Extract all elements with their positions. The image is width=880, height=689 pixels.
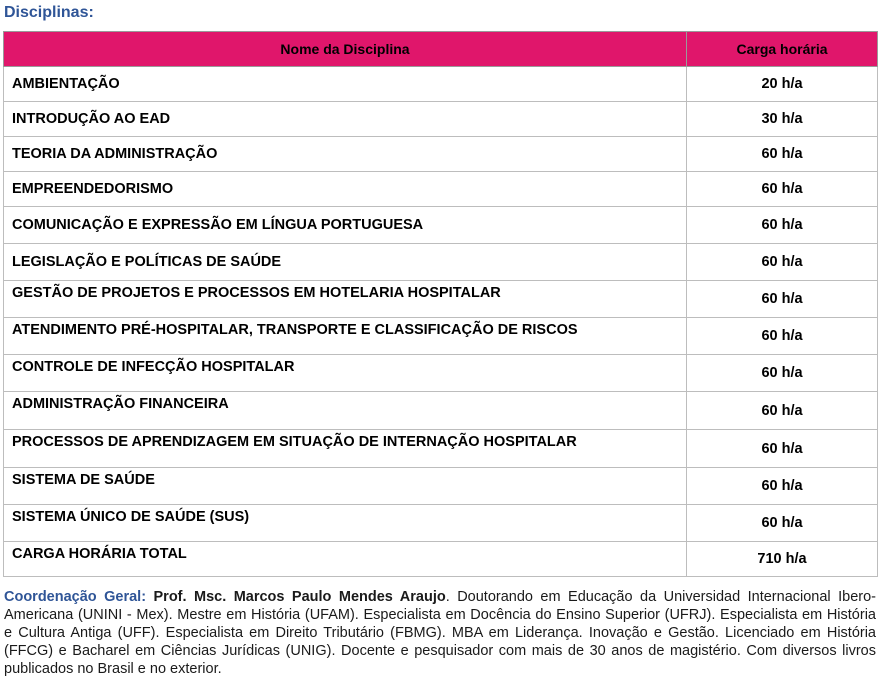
discipline-hours: 60 h/a — [687, 281, 878, 318]
discipline-hours: 60 h/a — [687, 172, 878, 207]
discipline-hours: 60 h/a — [687, 137, 878, 172]
discipline-name: COMUNICAÇÃO E EXPRESSÃO EM LÍNGUA PORTUGUESA — [4, 207, 687, 244]
page-heading: Disciplinas: — [4, 4, 94, 21]
table-row — [4, 468, 878, 505]
discipline-name: PROCESSOS DE APRENDIZAGEM EM SITUAÇÃO DE INTERNAÇÃO HOSPITALAR — [4, 430, 687, 468]
discipline-name: ATENDIMENTO PRÉ-HOSPITALAR, TRANSPORTE E CLASSIFICAÇÃO DE RISCOS — [4, 318, 687, 355]
table-header-row — [4, 32, 878, 67]
column-header-name: Nome da Disciplina — [4, 32, 687, 67]
table-row — [4, 505, 878, 542]
discipline-hours: 60 h/a — [687, 207, 878, 244]
discipline-hours: 60 h/a — [687, 468, 878, 505]
discipline-hours: 30 h/a — [687, 102, 878, 137]
discipline-name: INTRODUÇÃO AO EAD — [4, 102, 687, 137]
discipline-hours: 60 h/a — [687, 318, 878, 355]
discipline-hours: 60 h/a — [687, 392, 878, 430]
coordinator-bio: . Doutorando em Educação da Universidad Internacional Ibero-Americana (UNINI - Mex). Mestre em História (UFAM). Especialista em Docência do Ensino Superior (UFRJ). Especialista em História e Cultura Antiga (UFF). Especialista em Direito Tributário (FBMG). MBA em Liderança. Inovação e Gestão. Licenciado em História (FFCG) e Bacharel em Ciências Jurídicas (UNIG). Docente e pesquisador com mais de 30 anos de magistério. Com diversos livros publicados no Brasil e no exterior. — [4, 589, 876, 677]
discipline-name: CONTROLE DE INFECÇÃO HOSPITALAR — [4, 355, 687, 392]
coordinator-name: Prof. Msc. Marcos Paulo Mendes Araujo — [153, 589, 446, 605]
discipline-name: SISTEMA ÚNICO DE SAÚDE (SUS) — [4, 505, 687, 542]
table-row — [4, 102, 878, 137]
table-row — [4, 318, 878, 355]
total-row — [4, 542, 878, 577]
table-row — [4, 207, 878, 244]
disciplines-table — [3, 31, 878, 577]
discipline-hours: 60 h/a — [687, 430, 878, 468]
table-row — [4, 244, 878, 281]
total-hours: 710 h/a — [687, 542, 878, 577]
coordination-label: Coordenação Geral: — [4, 589, 147, 605]
table-row — [4, 137, 878, 172]
column-header-hours: Carga horária — [687, 32, 878, 67]
coordination-note — [4, 588, 876, 678]
table-row — [4, 392, 878, 430]
discipline-hours: 60 h/a — [687, 244, 878, 281]
discipline-hours: 20 h/a — [687, 67, 878, 102]
discipline-name: GESTÃO DE PROJETOS E PROCESSOS EM HOTELARIA HOSPITALAR — [4, 281, 687, 318]
table-row — [4, 430, 878, 468]
table-row — [4, 355, 878, 392]
table-row — [4, 172, 878, 207]
discipline-name: TEORIA DA ADMINISTRAÇÃO — [4, 137, 687, 172]
table-row — [4, 281, 878, 318]
discipline-hours: 60 h/a — [687, 355, 878, 392]
discipline-name: EMPREENDEDORISMO — [4, 172, 687, 207]
total-label: CARGA HORÁRIA TOTAL — [4, 542, 687, 577]
discipline-hours: 60 h/a — [687, 505, 878, 542]
discipline-name: SISTEMA DE SAÚDE — [4, 468, 687, 505]
discipline-name: ADMINISTRAÇÃO FINANCEIRA — [4, 392, 687, 430]
discipline-name: AMBIENTAÇÃO — [4, 67, 687, 102]
table-row — [4, 67, 878, 102]
discipline-name: LEGISLAÇÃO E POLÍTICAS DE SAÚDE — [4, 244, 687, 281]
